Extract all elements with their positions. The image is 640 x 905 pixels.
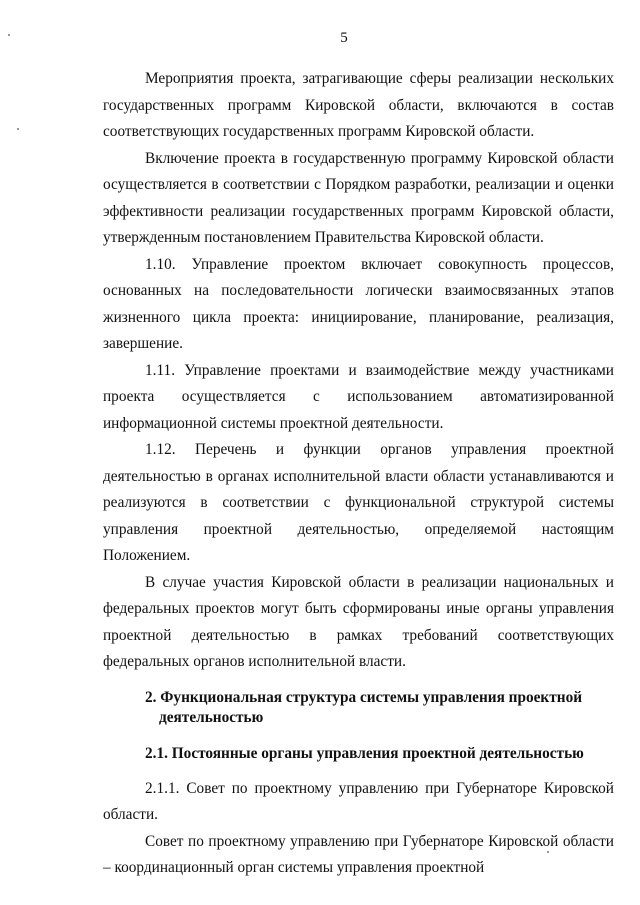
section-heading-2: [103, 688, 614, 728]
scan-speck: [17, 128, 19, 130]
paragraph-4: 1.11. Управление проектами и взаимодействие между участниками проекта осуществляется с использованием автоматизированной информационной системы проектной деятельности.: [103, 361, 614, 432]
paragraph-7: 2.1.1. Совет по проектному управлению при Губернаторе Кировской области.: [103, 779, 614, 823]
paragraph-2: Включение проекта в государственную программу Кировской области осуществляется в соответствии с Порядком разработки, реализации и оценки эффективности реализации государственных программ Кировской области, утвержденным постановлением Правительства Кировской области.: [103, 149, 614, 246]
paragraph-3: 1.10. Управление проектом включает совокупность процессов, основанных на последовательности логически взаимосвязанных этапов жизненного цикла проекта: инициирование, планирование, реализация, завершение.: [103, 255, 614, 352]
paragraph-1: Мероприятия проекта, затрагивающие сферы реализации нескольких государственных программ Кировской области, включаются в состав соответствующих государственных программ Кировской области.: [103, 70, 614, 140]
paragraph-5: 1.12. Перечень и функции органов управления проектной деятельностью в органах исполнительной власти области устанавливаются и реализуются в соответствии с функциональной структурой системы управления проектной деятельностью, определяемой настоящим Положением.: [103, 441, 614, 564]
section-heading-2-line2: деятельностью: [159, 708, 264, 726]
paragraph-6: В случае участия Кировской области в реализации национальных и федеральных проектов могут быть сформированы иные органы управления проектной деятельностью в рамках требований соответствующих федеральных органов исполнительной власти.: [103, 573, 614, 670]
section-heading-2-line1: 2. Функциональная структура системы управления проектной: [145, 688, 583, 706]
subsection-heading-2-1: 2.1. Постоянные органы управления проектной деятельностью: [145, 744, 584, 762]
paragraph-8: Совет по проектному управлению при Губернаторе Кировской области – координационный орган системы управления проектной: [103, 832, 614, 876]
scan-speck: [547, 851, 549, 853]
scan-speck: [8, 34, 10, 36]
document-body: [103, 66, 614, 882]
page-number: 5: [340, 30, 348, 46]
